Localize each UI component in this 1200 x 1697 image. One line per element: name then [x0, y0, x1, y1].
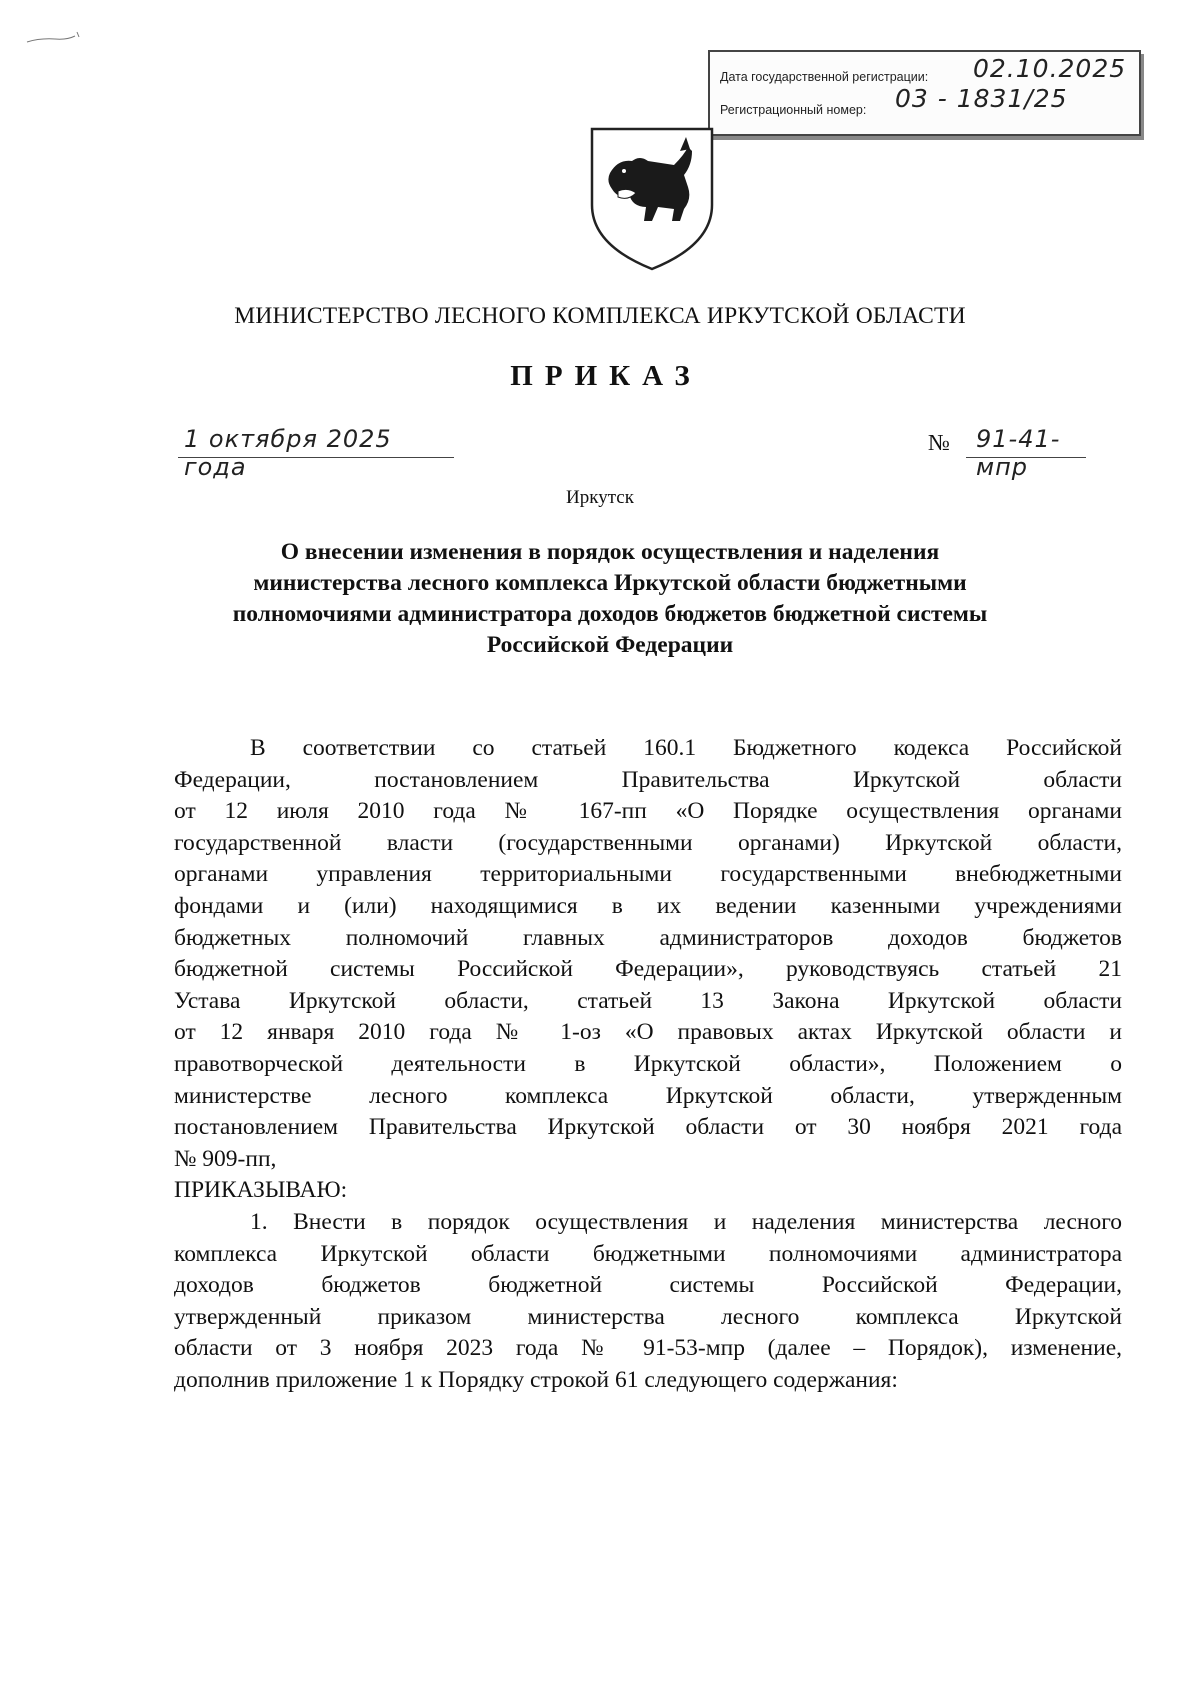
text-line: фондами и (или) находящимися в их ведении казенными учреждениями: [174, 892, 1122, 919]
text-line: бюджетных полномочий главных администраторов доходов бюджетов: [174, 924, 1122, 951]
text-line: дополнив приложение 1 к Порядку строкой 61 следующего содержания:: [174, 1366, 898, 1393]
registration-number-value: 03 - 1831/25: [895, 84, 1068, 113]
order-number-field: [966, 425, 1086, 481]
document-body: [174, 733, 1122, 1396]
text-line: Федерации, постановлением Правительства Иркутской области: [174, 766, 1122, 793]
order-date: 1 октября 2025 года: [184, 425, 392, 481]
text-line: области от 3 ноября 2023 года № 91-53-мпр (далее – Порядок), изменение,: [174, 1335, 1122, 1362]
registration-date-label: Дата государственной регистрации:: [720, 70, 929, 84]
coat-of-arms-icon: [588, 125, 716, 273]
text-line: от 12 июля 2010 года № 167-пп «О Порядке осуществления органами: [174, 798, 1122, 825]
heading-line: министерства лесного комплекса Иркутской области бюджетными: [253, 570, 967, 596]
text-line: Устава Иркутской области, статьей 13 Закона Иркутской области: [174, 987, 1122, 1014]
text-line: государственной власти (государственными органами) Иркутской области,: [174, 829, 1122, 856]
heading-line: О внесении изменения в порядок осуществления и наделения: [280, 539, 940, 565]
text-line: постановлением Правительства Иркутской области от 30 ноября 2021 года: [174, 1114, 1122, 1141]
text-line: В соответствии со статьей 160.1 Бюджетного кодекса Российской: [250, 735, 1122, 761]
document-heading: [200, 537, 1020, 661]
order-directive: ПРИКАЗЫВАЮ:: [174, 1177, 348, 1204]
order-number: 91-41-мпр: [976, 425, 1061, 481]
text-line: от 12 января 2010 года № 1-оз «О правовых актах Иркутской области и: [174, 1019, 1122, 1046]
text-line: 1. Внести в порядок осуществления и наделения министерства лесного: [250, 1208, 1122, 1235]
ministry-name: МИНИСТЕРСТВО ЛЕСНОГО КОМПЛЕКСА ИРКУТСКОЙ ОБЛАСТИ: [234, 303, 966, 329]
registration-stamp: [708, 50, 1141, 136]
text-line: утвержденный приказом министерства лесного комплекса Иркутской: [174, 1303, 1122, 1330]
registration-number-label: Регистрационный номер:: [720, 103, 867, 117]
city: Иркутск: [566, 487, 634, 508]
registration-date-value: 02.10.2025: [973, 54, 1127, 83]
order-number-label: №: [928, 430, 950, 455]
heading-line: полномочиями администратора доходов бюджетов бюджетной системы: [232, 601, 988, 627]
text-line: № 909-пп,: [174, 1145, 277, 1172]
text-line: министерстве лесного комплекса Иркутской области, утвержденным: [174, 1082, 1122, 1109]
text-line: доходов бюджетов бюджетной системы Российской Федерации,: [174, 1272, 1122, 1299]
preamble-paragraph: [174, 733, 1122, 1175]
document-type: ПРИКАЗ: [510, 360, 702, 392]
pen-mark: [25, 28, 85, 48]
text-line: органами управления территориальными государственными внебюджетными: [174, 861, 1122, 888]
text-line: правотворческой деятельности в Иркутской области», Положением о: [174, 1050, 1122, 1077]
text-line: комплекса Иркутской области бюджетными полномочиями администратора: [174, 1240, 1122, 1267]
heading-line: Российской Федерации: [486, 632, 734, 658]
order-date-field: [178, 425, 454, 481]
text-line: бюджетной системы Российской Федерации», руководствуясь статьей 21: [174, 956, 1122, 983]
item-1-paragraph: [174, 1207, 1122, 1397]
